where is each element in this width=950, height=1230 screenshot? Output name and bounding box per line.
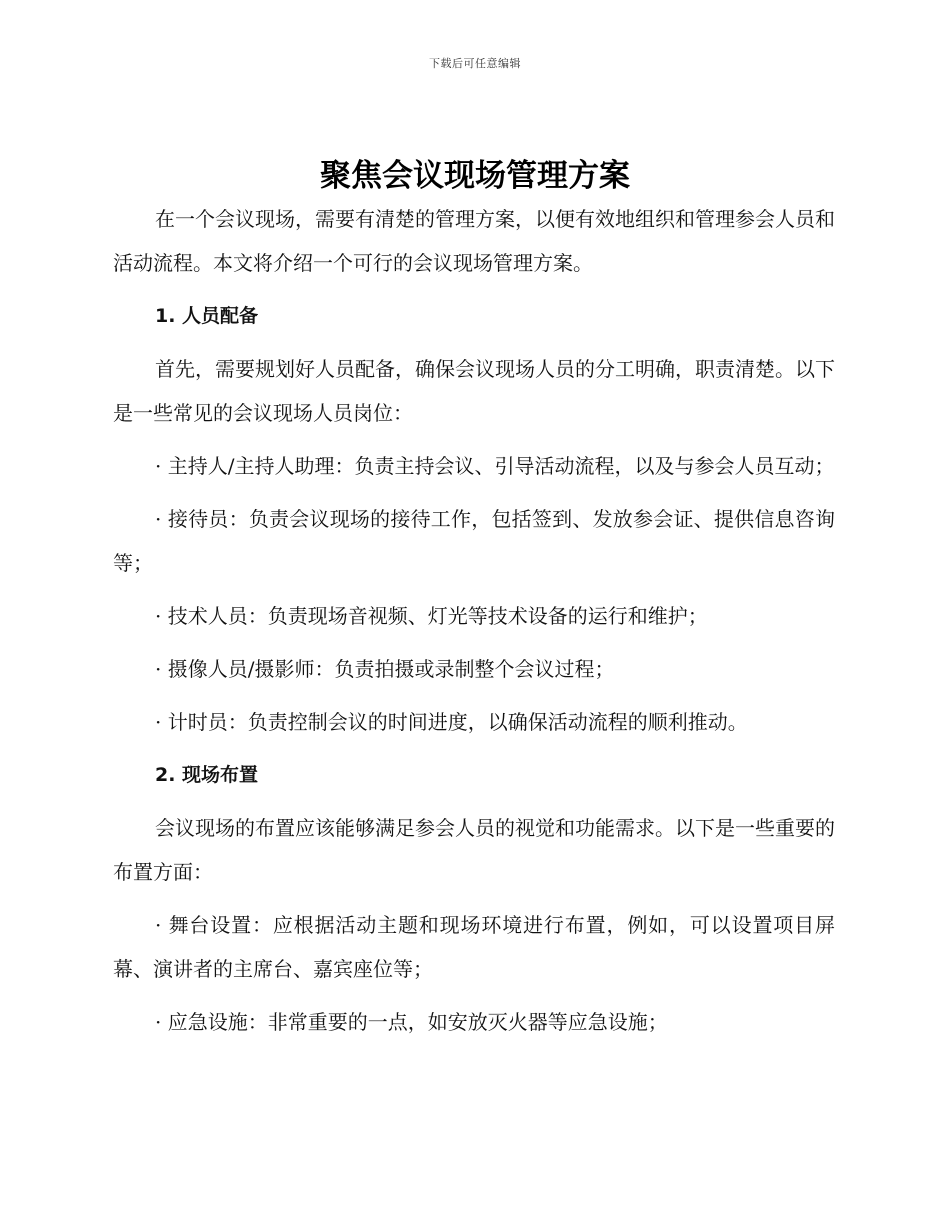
header-note: 下载后可任意编辑 bbox=[429, 57, 521, 70]
section-heading: 1. 人员配备 bbox=[155, 305, 259, 327]
paragraph: 首先，需要规划好人员配备，确保会议现场人员的分工明确，职责清楚。以下是一些常见的会议现场人员岗位： bbox=[113, 357, 835, 425]
section-heading: 2. 现场布置 bbox=[155, 764, 259, 786]
paragraph: · 接待员：负责会议现场的接待工作，包括签到、发放参会证、提供信息咨询等； bbox=[113, 507, 835, 575]
paragraph: 在一个会议现场，需要有清楚的管理方案，以便有效地组织和管理参会人员和活动流程。本文将介绍一个可行的会议现场管理方案。 bbox=[113, 207, 835, 275]
paragraph: · 应急设施：非常重要的一点，如安放灭火器等应急设施； bbox=[155, 1010, 668, 1034]
paragraph: 会议现场的布置应该能够满足参会人员的视觉和功能需求。以下是一些重要的布置方面： bbox=[113, 816, 835, 884]
paragraph: · 摄像人员/摄影师：负责拍摄或录制整个会议过程； bbox=[155, 657, 615, 681]
document-title: 聚焦会议现场管理方案 bbox=[320, 158, 630, 194]
paragraph: · 技术人员：负责现场音视频、灯光等技术设备的运行和维护； bbox=[155, 604, 708, 628]
paragraph: · 计时员：负责控制会议的时间进度，以确保活动流程的顺利推动。 bbox=[155, 710, 748, 734]
paragraph: · 主持人/主持人助理：负责主持会议、引导活动流程，以及与参会人员互动； bbox=[155, 454, 835, 478]
document-body bbox=[113, 197, 835, 1053]
paragraph: · 舞台设置：应根据活动主题和现场环境进行布置，例如，可以设置项目屏幕、演讲者的主席台、嘉宾座位等； bbox=[113, 913, 835, 981]
